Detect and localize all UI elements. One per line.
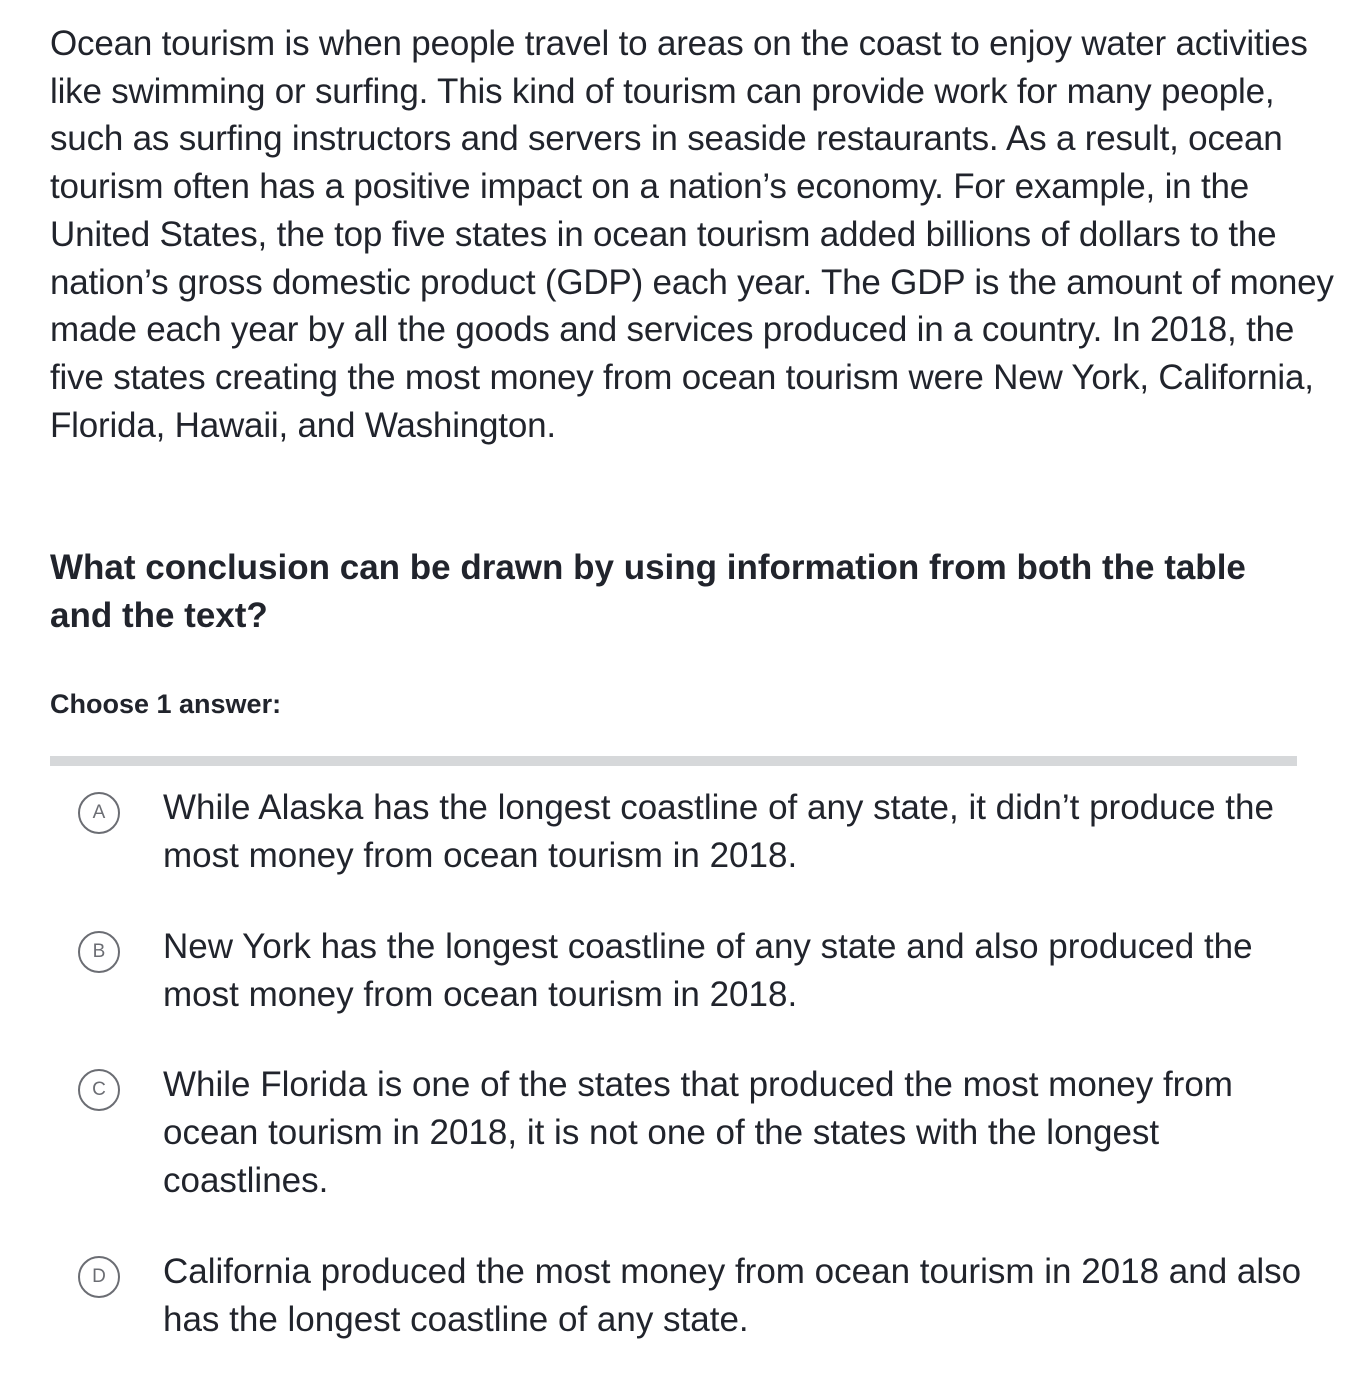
choices-divider <box>50 756 1297 766</box>
passage-text: Ocean tourism is when people travel to areas on the coast to enjoy water activities like swimming or surfing. This kind of tourism can provide work for many people, such as surfing instructors and servers in seaside restaurants. As a result, ocean tourism often has a positive impact on a nation’s economy. For example, in the United States, the top five states in ocean tourism added billions of dollars to the nation’s gross domestic product (GDP) each year. The GDP is the amount of money made each year by all the goods and services produced in a country. In 2018, the five states creating the most money from ocean tourism were New York, California, Florida, Hawaii, and Washington. <box>50 24 1334 445</box>
choice-c-radio[interactable]: C <box>78 1069 120 1111</box>
question-prompt: What conclusion can be drawn by using information from both the table and the text? <box>50 548 1246 635</box>
choice-d-radio[interactable]: D <box>78 1256 120 1298</box>
choice-c-text: While Florida is one of the states that produced the most money from ocean tourism in 2018, it is not one of the states with the longest coastlines. <box>163 1065 1233 1200</box>
choice-a-radio[interactable]: A <box>78 792 120 834</box>
choice-b-radio[interactable]: B <box>78 931 120 973</box>
choose-instruction: Choose 1 answer: <box>50 689 282 719</box>
choice-a-text: While Alaska has the longest coastline of any state, it didn’t produce the most money from ocean tourism in 2018. <box>163 788 1274 875</box>
choice-b-text: New York has the longest coastline of any state and also produced the most money from ocean tourism in 2018. <box>163 927 1253 1014</box>
choice-d-text: California produced the most money from ocean tourism in 2018 and also has the longest coastline of any state. <box>163 1252 1302 1339</box>
